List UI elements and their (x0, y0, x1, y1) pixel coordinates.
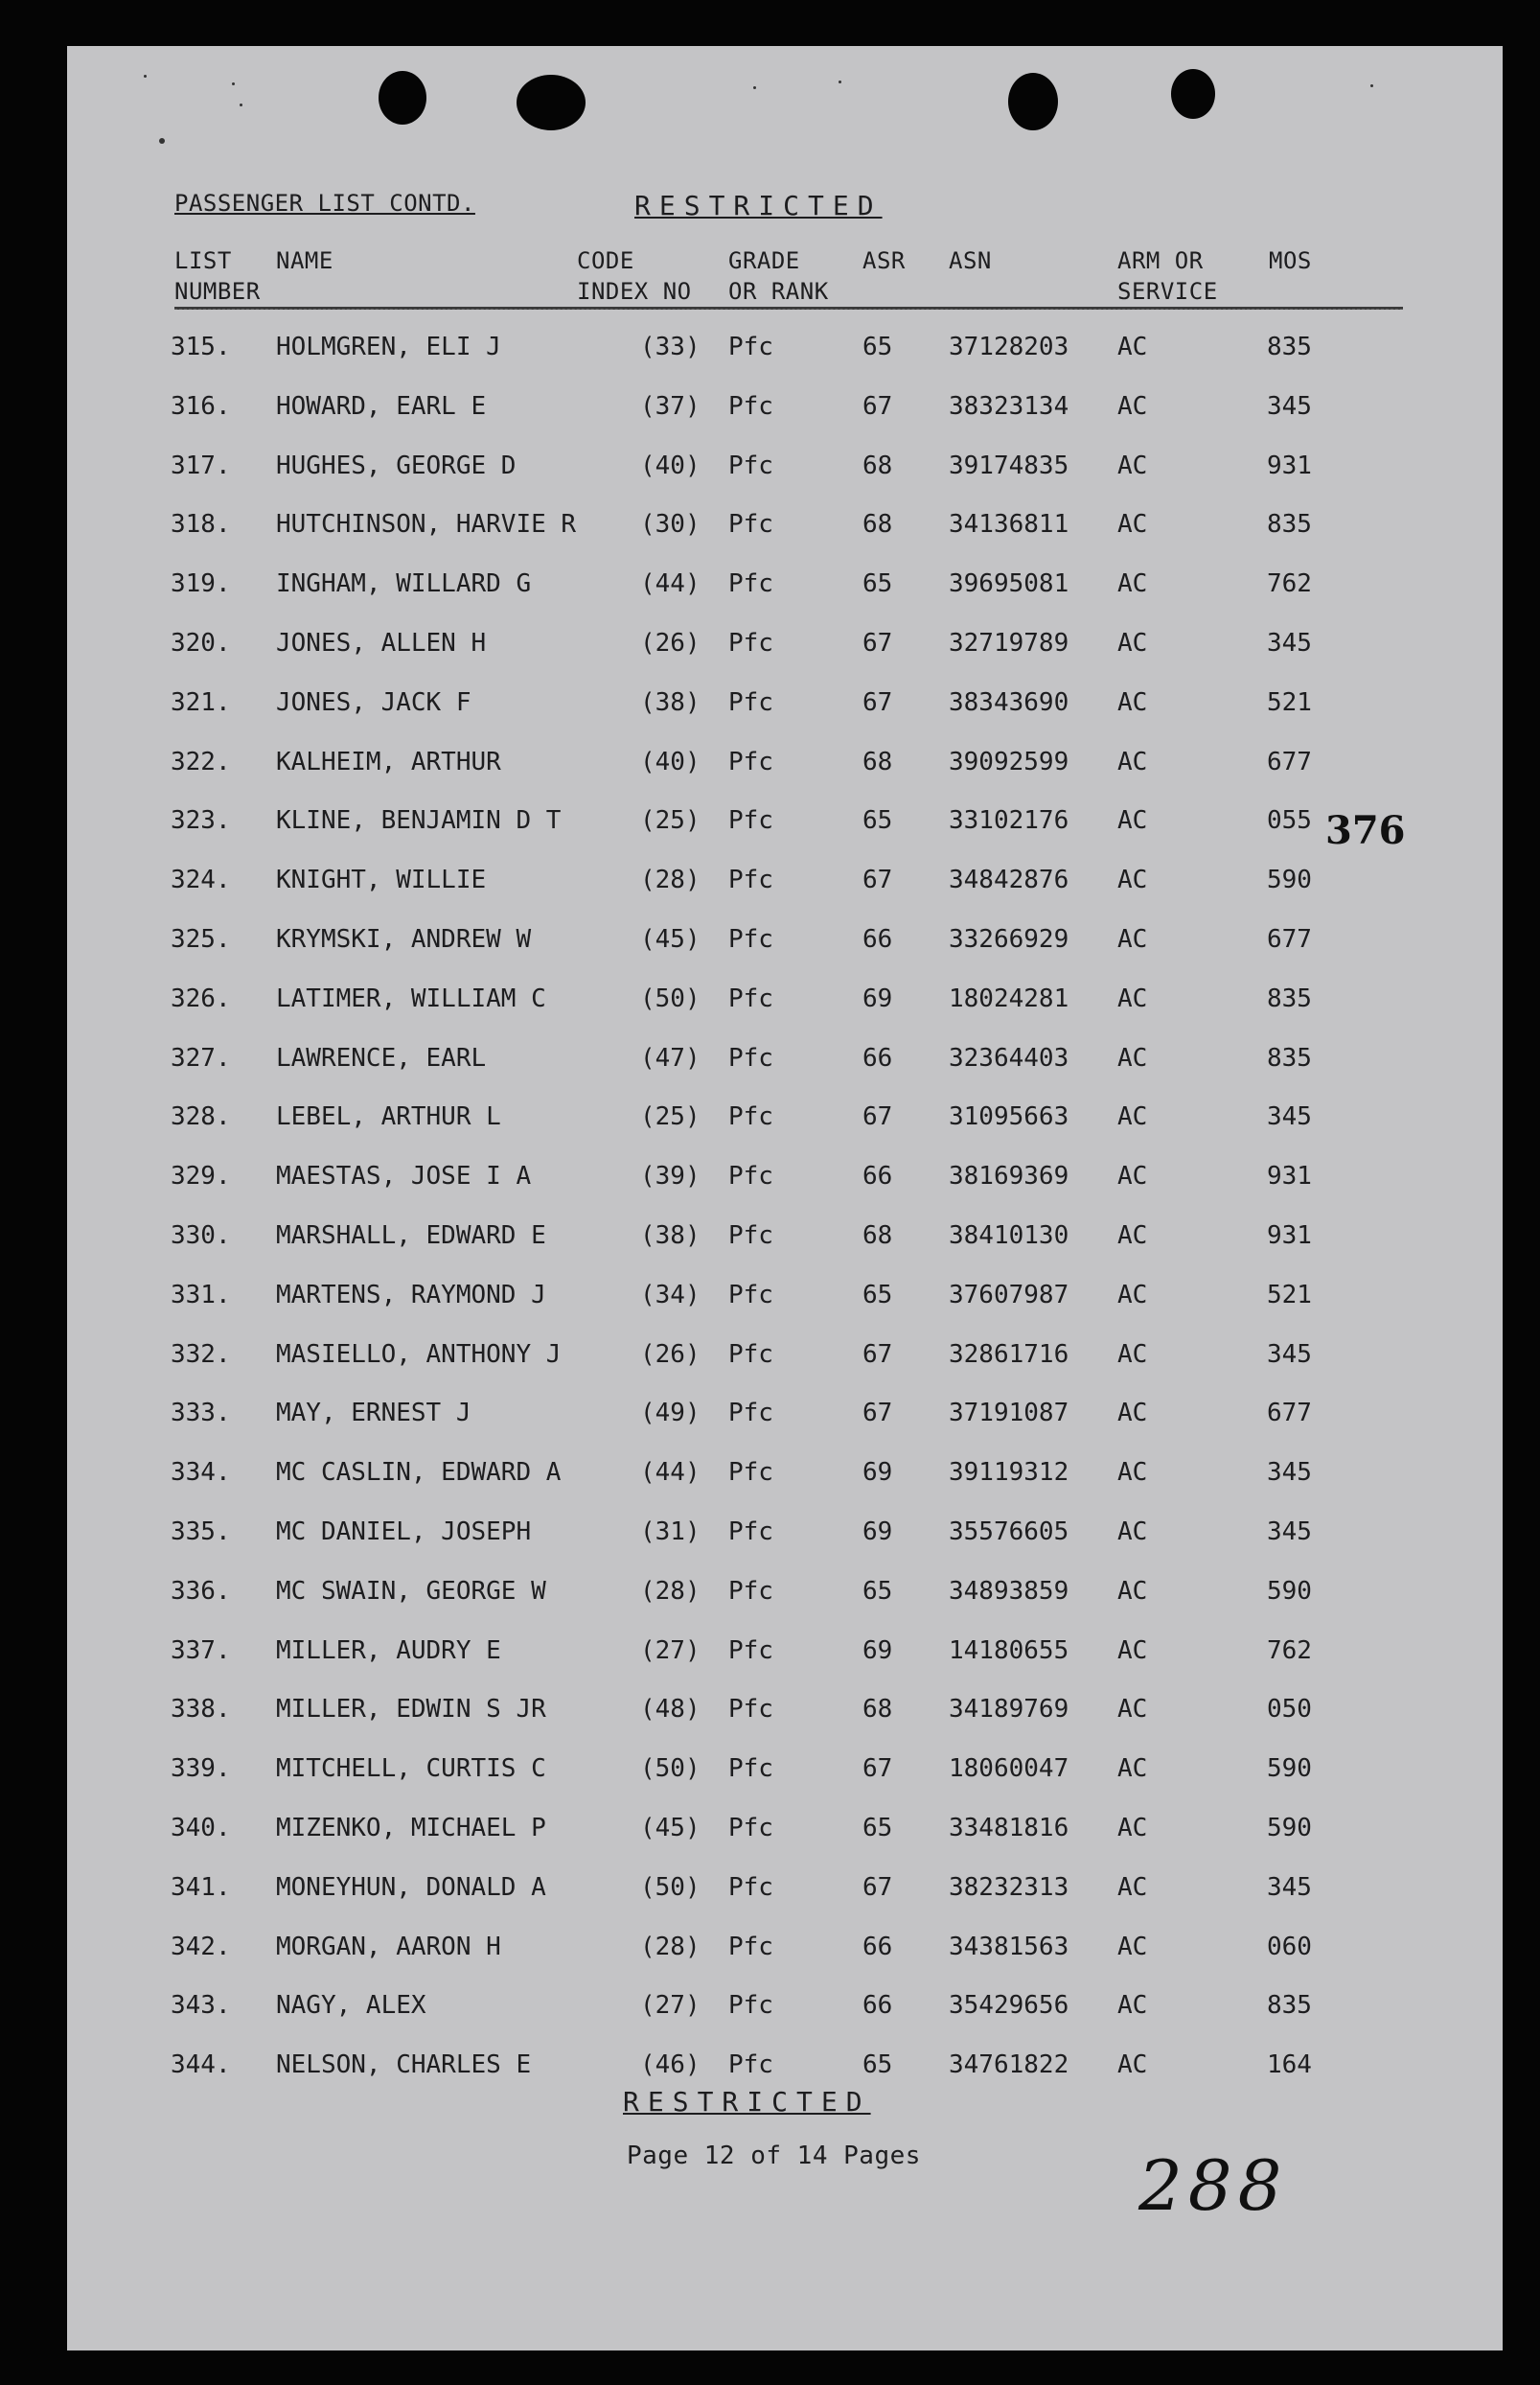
code-index-cell: (27) (640, 1991, 701, 2021)
mos-cell: 590 (1267, 1814, 1312, 1842)
asn-cell: 34136811 (949, 510, 1069, 540)
passenger-name-cell: HOWARD, EARL E (276, 391, 487, 421)
asr-cell: 66 (862, 1162, 893, 1192)
asn-cell: 34842876 (949, 866, 1069, 895)
grade-cell: Pfc (728, 333, 773, 361)
grade-cell: Pfc (728, 1814, 773, 1842)
mos-cell: 931 (1267, 451, 1312, 480)
list-number-cell: 328. (171, 1102, 231, 1132)
asr-cell: 67 (862, 1754, 893, 1784)
table-row (67, 1933, 1503, 1971)
arm-service-cell: AC (1117, 1162, 1148, 1192)
punch-hole (517, 75, 586, 130)
asn-cell: 31095663 (949, 1102, 1069, 1132)
passenger-name-cell: MARTENS, RAYMOND J (276, 1280, 546, 1309)
grade-cell: Pfc (728, 1458, 773, 1488)
table-row (67, 392, 1503, 430)
mos-cell: 835 (1267, 1991, 1312, 2021)
arm-service-cell: AC (1117, 629, 1148, 658)
passenger-name-cell: LEBEL, ARTHUR L (276, 1102, 501, 1132)
asr-cell: 67 (862, 1399, 893, 1428)
passenger-name-cell: LATIMER, WILLIAM C (276, 984, 546, 1013)
paper-speck (159, 138, 165, 144)
mos-cell: 050 (1267, 1695, 1312, 1725)
asr-cell: 67 (862, 1872, 893, 1902)
code-index-cell: (50) (640, 1872, 701, 1902)
code-index-cell: (40) (640, 747, 701, 776)
arm-service-cell: AC (1117, 1458, 1148, 1488)
list-number-cell: 322. (171, 747, 231, 776)
passenger-name-cell: MC CASLIN, EDWARD A (276, 1458, 562, 1488)
code-index-cell: (28) (640, 866, 701, 895)
arm-service-cell: AC (1117, 2050, 1148, 2080)
paper-speck (1370, 84, 1373, 87)
arm-service-cell: AC (1117, 569, 1148, 599)
code-index-cell: (28) (640, 1576, 701, 1606)
asr-cell: 69 (862, 1458, 893, 1488)
list-number-cell: 323. (171, 806, 231, 836)
column-header-asr: ASR (862, 247, 906, 274)
table-row (67, 569, 1503, 608)
classification-footer: RESTRICTED (623, 2086, 871, 2118)
asr-cell: 67 (862, 1339, 893, 1369)
code-index-cell: (34) (640, 1280, 701, 1309)
passenger-name-cell: NELSON, CHARLES E (276, 2050, 532, 2080)
asr-cell: 69 (862, 1517, 893, 1546)
code-index-cell: (37) (640, 391, 701, 421)
handwritten-number: 288 (1138, 2145, 1288, 2226)
list-number-cell: 336. (171, 1576, 231, 1606)
punch-hole (1171, 69, 1215, 119)
grade-cell: Pfc (728, 925, 773, 954)
arm-service-cell: AC (1117, 687, 1148, 717)
column-header-arm: ARM OR SERVICE (1117, 247, 1218, 305)
mos-cell: 835 (1267, 984, 1312, 1013)
arm-service-cell: AC (1117, 1576, 1148, 1606)
list-number-cell: 343. (171, 1991, 231, 2021)
asn-cell: 33481816 (949, 1814, 1069, 1842)
column-header-mos: MOS (1269, 247, 1312, 274)
grade-cell: Pfc (728, 1339, 773, 1369)
list-number-cell: 337. (171, 1635, 231, 1665)
code-index-cell: (28) (640, 1932, 701, 1961)
list-number-cell: 324. (171, 866, 231, 895)
code-index-cell: (31) (640, 1517, 701, 1546)
arm-service-cell: AC (1117, 1991, 1148, 2021)
asn-cell: 39174835 (949, 451, 1069, 480)
asn-cell: 18024281 (949, 984, 1069, 1013)
mos-cell: 590 (1267, 1754, 1312, 1784)
mos-cell: 521 (1267, 687, 1312, 717)
arm-service-cell: AC (1117, 866, 1148, 895)
page-number: Page 12 of 14 Pages (627, 2142, 921, 2170)
asn-cell: 38410130 (949, 1221, 1069, 1250)
asn-cell: 14180655 (949, 1635, 1069, 1665)
paper-speck (144, 75, 147, 78)
mos-cell: 345 (1267, 629, 1312, 658)
arm-service-cell: AC (1117, 984, 1148, 1013)
list-number-cell: 319. (171, 569, 231, 599)
table-row (67, 1044, 1503, 1082)
asr-cell: 65 (862, 333, 893, 361)
table-row (67, 1340, 1503, 1378)
passenger-name-cell: LAWRENCE, EARL (276, 1043, 487, 1073)
mos-cell: 835 (1267, 333, 1312, 361)
arm-service-cell: AC (1117, 1102, 1148, 1132)
asn-cell: 34761822 (949, 2050, 1069, 2080)
grade-cell: Pfc (728, 1102, 773, 1132)
asr-cell: 68 (862, 451, 893, 480)
classification-header: RESTRICTED (634, 190, 883, 221)
mos-cell: 055 (1267, 806, 1312, 836)
column-header-grade: GRADE OR RANK (728, 247, 829, 305)
table-row (67, 1636, 1503, 1675)
table-row (67, 1577, 1503, 1615)
grade-cell: Pfc (728, 747, 773, 776)
asn-cell: 37128203 (949, 333, 1069, 361)
table-row (67, 1399, 1503, 1437)
asn-cell: 39119312 (949, 1458, 1069, 1488)
code-index-cell: (48) (640, 1695, 701, 1725)
list-number-cell: 320. (171, 629, 231, 658)
column-header-asn: ASN (949, 247, 992, 274)
asr-cell: 67 (862, 866, 893, 895)
arm-service-cell: AC (1117, 1339, 1148, 1369)
mos-cell: 345 (1267, 391, 1312, 421)
passenger-name-cell: MIZENKO, MICHAEL P (276, 1814, 546, 1842)
table-row (67, 925, 1503, 963)
code-index-cell: (50) (640, 1754, 701, 1784)
passenger-name-cell: MORGAN, AARON H (276, 1932, 501, 1961)
asn-cell: 34381563 (949, 1932, 1069, 1961)
table-row (67, 984, 1503, 1023)
list-number-cell: 335. (171, 1517, 231, 1546)
asn-cell: 37191087 (949, 1399, 1069, 1428)
passenger-name-cell: MC SWAIN, GEORGE W (276, 1576, 546, 1606)
arm-service-cell: AC (1117, 1517, 1148, 1546)
code-index-cell: (38) (640, 1221, 701, 1250)
header-rule (174, 307, 1403, 310)
code-index-cell: (30) (640, 510, 701, 540)
grade-cell: Pfc (728, 1695, 773, 1725)
passenger-name-cell: HUGHES, GEORGE D (276, 451, 517, 480)
asn-cell: 32719789 (949, 629, 1069, 658)
code-index-cell: (47) (640, 1043, 701, 1073)
asn-cell: 18060047 (949, 1754, 1069, 1784)
arm-service-cell: AC (1117, 1043, 1148, 1073)
arm-service-cell: AC (1117, 806, 1148, 836)
table-row (67, 1221, 1503, 1260)
grade-cell: Pfc (728, 1162, 773, 1192)
list-number-cell: 338. (171, 1695, 231, 1725)
code-index-cell: (26) (640, 1339, 701, 1369)
code-index-cell: (27) (640, 1635, 701, 1665)
asr-cell: 67 (862, 391, 893, 421)
grade-cell: Pfc (728, 1872, 773, 1902)
asn-cell: 33266929 (949, 925, 1069, 954)
asn-cell: 39092599 (949, 747, 1069, 776)
grade-cell: Pfc (728, 510, 773, 540)
asr-cell: 68 (862, 1221, 893, 1250)
asr-cell: 67 (862, 1102, 893, 1132)
code-index-cell: (44) (640, 1458, 701, 1488)
passenger-name-cell: HOLMGREN, ELI J (276, 333, 501, 361)
code-index-cell: (39) (640, 1162, 701, 1192)
passenger-name-cell: MILLER, AUDRY E (276, 1635, 501, 1665)
mos-cell: 521 (1267, 1280, 1312, 1309)
table-row (67, 1754, 1503, 1793)
code-index-cell: (38) (640, 687, 701, 717)
passenger-name-cell: MILLER, EDWIN S JR (276, 1695, 546, 1725)
asr-cell: 65 (862, 1814, 893, 1842)
list-number-cell: 316. (171, 391, 231, 421)
mos-cell: 345 (1267, 1102, 1312, 1132)
document-page (67, 46, 1503, 2350)
grade-cell: Pfc (728, 1221, 773, 1250)
list-number-cell: 317. (171, 451, 231, 480)
arm-service-cell: AC (1117, 333, 1148, 361)
table-row (67, 333, 1503, 371)
mos-cell: 590 (1267, 866, 1312, 895)
asn-cell: 38169369 (949, 1162, 1069, 1192)
column-header-name: NAME (276, 247, 333, 274)
asr-cell: 65 (862, 569, 893, 599)
asn-cell: 37607987 (949, 1280, 1069, 1309)
list-number-cell: 341. (171, 1872, 231, 1902)
paper-speck (232, 82, 235, 85)
mos-cell: 345 (1267, 1872, 1312, 1902)
code-index-cell: (49) (640, 1399, 701, 1428)
arm-service-cell: AC (1117, 510, 1148, 540)
code-index-cell: (45) (640, 1814, 701, 1842)
list-number-cell: 334. (171, 1458, 231, 1488)
column-header-list-number: LIST NUMBER (174, 247, 261, 305)
page-stamp: 376 (1325, 808, 1406, 853)
asr-cell: 66 (862, 1932, 893, 1961)
punch-hole (379, 71, 426, 125)
mos-cell: 835 (1267, 510, 1312, 540)
asr-cell: 65 (862, 806, 893, 836)
list-number-cell: 318. (171, 510, 231, 540)
list-title: PASSENGER LIST CONTD. (174, 190, 475, 217)
grade-cell: Pfc (728, 1576, 773, 1606)
asr-cell: 65 (862, 1576, 893, 1606)
arm-service-cell: AC (1117, 1221, 1148, 1250)
passenger-name-cell: KALHEIM, ARTHUR (276, 747, 501, 776)
list-number-cell: 340. (171, 1814, 231, 1842)
arm-service-cell: AC (1117, 925, 1148, 954)
passenger-name-cell: KRYMSKI, ANDREW W (276, 925, 532, 954)
asr-cell: 68 (862, 510, 893, 540)
grade-cell: Pfc (728, 1043, 773, 1073)
grade-cell: Pfc (728, 866, 773, 895)
table-row (67, 1162, 1503, 1200)
grade-cell: Pfc (728, 984, 773, 1013)
asr-cell: 66 (862, 1991, 893, 2021)
table-row (67, 1102, 1503, 1141)
table-row (67, 866, 1503, 904)
mos-cell: 677 (1267, 1399, 1312, 1428)
table-row (67, 1873, 1503, 1911)
code-index-cell: (25) (640, 806, 701, 836)
asn-cell: 38232313 (949, 1872, 1069, 1902)
grade-cell: Pfc (728, 391, 773, 421)
mos-cell: 345 (1267, 1458, 1312, 1488)
list-number-cell: 325. (171, 925, 231, 954)
passenger-name-cell: MONEYHUN, DONALD A (276, 1872, 546, 1902)
arm-service-cell: AC (1117, 1635, 1148, 1665)
table-row (67, 1695, 1503, 1733)
paper-speck (753, 86, 756, 89)
paper-speck (240, 104, 242, 106)
code-index-cell: (25) (640, 1102, 701, 1132)
list-number-cell: 339. (171, 1754, 231, 1784)
mos-cell: 345 (1267, 1339, 1312, 1369)
list-number-cell: 333. (171, 1399, 231, 1428)
grade-cell: Pfc (728, 687, 773, 717)
asr-cell: 66 (862, 925, 893, 954)
list-number-cell: 326. (171, 984, 231, 1013)
grade-cell: Pfc (728, 1635, 773, 1665)
passenger-name-cell: MC DANIEL, JOSEPH (276, 1517, 532, 1546)
arm-service-cell: AC (1117, 1754, 1148, 1784)
mos-cell: 931 (1267, 1162, 1312, 1192)
asn-cell: 38343690 (949, 687, 1069, 717)
passenger-name-cell: HUTCHINSON, HARVIE R (276, 510, 577, 540)
table-row (67, 2050, 1503, 2089)
mos-cell: 677 (1267, 747, 1312, 776)
grade-cell: Pfc (728, 451, 773, 480)
grade-cell: Pfc (728, 629, 773, 658)
asn-cell: 35429656 (949, 1991, 1069, 2021)
list-number-cell: 330. (171, 1221, 231, 1250)
list-number-cell: 332. (171, 1339, 231, 1369)
code-index-cell: (50) (640, 984, 701, 1013)
passenger-name-cell: INGHAM, WILLARD G (276, 569, 532, 599)
punch-hole (1008, 73, 1058, 130)
grade-cell: Pfc (728, 1932, 773, 1961)
arm-service-cell: AC (1117, 451, 1148, 480)
arm-service-cell: AC (1117, 1872, 1148, 1902)
mos-cell: 677 (1267, 925, 1312, 954)
grade-cell: Pfc (728, 1517, 773, 1546)
list-number-cell: 329. (171, 1162, 231, 1192)
asr-cell: 68 (862, 747, 893, 776)
table-row (67, 806, 1503, 845)
asn-cell: 33102176 (949, 806, 1069, 836)
arm-service-cell: AC (1117, 1399, 1148, 1428)
code-index-cell: (45) (640, 925, 701, 954)
grade-cell: Pfc (728, 1991, 773, 2021)
asr-cell: 68 (862, 1695, 893, 1725)
asn-cell: 39695081 (949, 569, 1069, 599)
table-row (67, 688, 1503, 727)
mos-cell: 762 (1267, 1635, 1312, 1665)
grade-cell: Pfc (728, 1754, 773, 1784)
code-index-cell: (44) (640, 569, 701, 599)
table-row (67, 1281, 1503, 1319)
table-row (67, 1517, 1503, 1556)
grade-cell: Pfc (728, 1280, 773, 1309)
table-row (67, 629, 1503, 667)
mos-cell: 835 (1267, 1043, 1312, 1073)
asn-cell: 34189769 (949, 1695, 1069, 1725)
table-row (67, 1458, 1503, 1496)
asn-cell: 38323134 (949, 391, 1069, 421)
passenger-name-cell: JONES, JACK F (276, 687, 471, 717)
mos-cell: 590 (1267, 1576, 1312, 1606)
table-row (67, 1991, 1503, 2029)
table-row (67, 452, 1503, 490)
asr-cell: 65 (862, 1280, 893, 1309)
table-row (67, 1814, 1503, 1852)
mos-cell: 164 (1267, 2050, 1312, 2080)
code-index-cell: (46) (640, 2050, 701, 2080)
arm-service-cell: AC (1117, 1814, 1148, 1842)
asr-cell: 65 (862, 2050, 893, 2080)
mos-cell: 060 (1267, 1932, 1312, 1961)
list-number-cell: 327. (171, 1043, 231, 1073)
arm-service-cell: AC (1117, 747, 1148, 776)
passenger-name-cell: MASIELLO, ANTHONY J (276, 1339, 562, 1369)
passenger-name-cell: MITCHELL, CURTIS C (276, 1754, 546, 1784)
column-header-code: CODE INDEX NO (577, 247, 692, 305)
mos-cell: 931 (1267, 1221, 1312, 1250)
mos-cell: 762 (1267, 569, 1312, 599)
passenger-name-cell: JONES, ALLEN H (276, 629, 487, 658)
asn-cell: 34893859 (949, 1576, 1069, 1606)
arm-service-cell: AC (1117, 1280, 1148, 1309)
grade-cell: Pfc (728, 1399, 773, 1428)
passenger-name-cell: MAY, ERNEST J (276, 1399, 471, 1428)
arm-service-cell: AC (1117, 1695, 1148, 1725)
mos-cell: 345 (1267, 1517, 1312, 1546)
list-number-cell: 321. (171, 687, 231, 717)
passenger-name-cell: MARSHALL, EDWARD E (276, 1221, 546, 1250)
code-index-cell: (26) (640, 629, 701, 658)
asn-cell: 32364403 (949, 1043, 1069, 1073)
code-index-cell: (33) (640, 333, 701, 361)
grade-cell: Pfc (728, 806, 773, 836)
paper-speck (839, 81, 841, 83)
arm-service-cell: AC (1117, 391, 1148, 421)
arm-service-cell: AC (1117, 1932, 1148, 1961)
code-index-cell: (40) (640, 451, 701, 480)
passenger-name-cell: KNIGHT, WILLIE (276, 866, 487, 895)
asr-cell: 67 (862, 629, 893, 658)
passenger-name-cell: NAGY, ALEX (276, 1991, 426, 2021)
list-number-cell: 344. (171, 2050, 231, 2080)
passenger-name-cell: KLINE, BENJAMIN D T (276, 806, 562, 836)
asr-cell: 69 (862, 984, 893, 1013)
asr-cell: 69 (862, 1635, 893, 1665)
passenger-name-cell: MAESTAS, JOSE I A (276, 1162, 532, 1192)
list-number-cell: 342. (171, 1932, 231, 1961)
asn-cell: 32861716 (949, 1339, 1069, 1369)
list-number-cell: 331. (171, 1280, 231, 1309)
list-number-cell: 315. (171, 333, 231, 361)
asn-cell: 35576605 (949, 1517, 1069, 1546)
grade-cell: Pfc (728, 569, 773, 599)
grade-cell: Pfc (728, 2050, 773, 2080)
table-row (67, 748, 1503, 786)
asr-cell: 66 (862, 1043, 893, 1073)
asr-cell: 67 (862, 687, 893, 717)
table-row (67, 510, 1503, 548)
